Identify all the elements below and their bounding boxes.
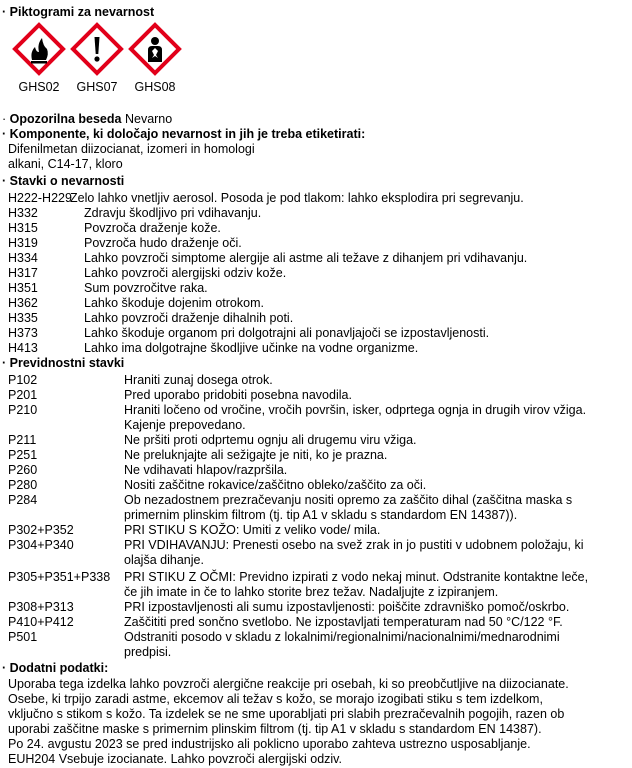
precaution-text: PRI STIKU S KOŽO: Umiti z veliko vode/ mila. xyxy=(124,523,381,537)
exclamation-icon xyxy=(70,22,124,76)
additional-info-heading: · Dodatni podatki: xyxy=(2,661,109,675)
precaution-code: P302+P352 xyxy=(8,523,74,537)
hazard-statements-heading: · Stavki o nevarnosti xyxy=(2,174,125,188)
components-heading: · Komponente, ki določajo nevarnost in jih je treba etiketirati: xyxy=(2,127,366,141)
precaution-text: PRI izpostavljenosti ali sumu izpostavljenosti: poiščite zdravniško pomoč/oskrbo. xyxy=(124,600,570,614)
hazard-text: Lahko škoduje organom pri dolgotrajni ali ponavljajoči se izpostavljenosti. xyxy=(84,326,490,340)
hazard-code: H335 xyxy=(8,311,38,325)
additional-info-line: EUH204 Vsebuje izocianate. Lahko povzroči alergijski odziv. xyxy=(8,752,342,766)
precaution-code: P284 xyxy=(8,493,38,507)
precaution-code: P308+P313 xyxy=(8,600,74,614)
hazard-text: Povzroča hudo draženje oči. xyxy=(84,236,242,250)
precaution-text: Ne vdihavati hlapov/razpršila. xyxy=(124,463,288,477)
hazard-code: H317 xyxy=(8,266,38,280)
precaution-text: olajša dihanje. xyxy=(124,553,204,567)
hazard-code: H319 xyxy=(8,236,38,250)
additional-info-line: Osebe, ki trpijo zaradi astme, ekcemov ali težav s kožo, se morajo izogibati stiku s tem izdelkom, xyxy=(8,692,543,706)
component-line: Difenilmetan diizocianat, izomeri in homologi xyxy=(8,142,255,156)
precaution-code: P410+P412 xyxy=(8,615,74,629)
health-hazard-icon xyxy=(128,22,182,76)
ghs02-label: GHS02 xyxy=(18,80,60,94)
hazard-text: Lahko škoduje dojenim otrokom. xyxy=(84,296,264,310)
hazard-code: H315 xyxy=(8,221,38,235)
additional-info-line: uporabi zaščitne maske s primernim plinskim filtrom (tj. tip A1 v skladu s standardom EN 14387). xyxy=(8,722,542,736)
precaution-code: P201 xyxy=(8,388,38,402)
precaution-code: P210 xyxy=(8,403,38,417)
precaution-code: P501 xyxy=(8,630,38,644)
component-line: alkani, C14-17, kloro xyxy=(8,157,123,171)
precaution-text: Hraniti ločeno od vročine, vročih površin, isker, odprtega ognja in drugih virov vžiga. xyxy=(124,403,587,417)
precaution-text: Odstraniti posodo v skladu z lokalnimi/regionalnimi/nacionalnimi/mednarodnimi xyxy=(124,630,560,644)
hazard-code: H351 xyxy=(8,281,38,295)
precaution-text: Nositi zaščitne rokavice/zaščitno obleko/zaščito za oči. xyxy=(124,478,427,492)
hazard-code: H373 xyxy=(8,326,38,340)
precaution-text: Ne preluknjajte ali sežigajte je niti, ko je prazna. xyxy=(124,448,388,462)
additional-info-line: Uporaba tega izdelka lahko povzroči alergične reakcije pri osebah, ki so preobčutljive na diizocianate. xyxy=(8,677,569,691)
precaution-text: Ne pršiti proti odprtemu ognju ali drugemu viru vžiga. xyxy=(124,433,417,447)
precaution-text: primernim plinskim filtrom (tj. tip A1 v skladu s standardom EN 14387)). xyxy=(124,508,518,522)
flame-icon xyxy=(12,22,66,76)
hazard-text: Zelo lahko vnetljiv aerosol. Posoda je pod tlakom: lahko eksplodira pri segrevanju. xyxy=(70,191,524,205)
hazard-text: Lahko povzroči alergijski odziv kože. xyxy=(84,266,287,280)
hazard-text: Lahko povzroči draženje dihalnih poti. xyxy=(84,311,294,325)
precautionary-statements-heading: · Previdnostni stavki xyxy=(2,356,125,370)
pictograms-heading: · Piktogrami za nevarnost xyxy=(2,5,155,19)
hazard-code: H334 xyxy=(8,251,38,265)
precaution-text: Hraniti zunaj dosega otrok. xyxy=(124,373,273,387)
ghs08-label: GHS08 xyxy=(134,80,176,94)
precaution-text: PRI STIKU Z OČMI: Previdno izpirati z vodo nekaj minut. Odstranite kontaktne leče, xyxy=(124,570,589,584)
precaution-text: Zaščititi pred sončno svetlobo. Ne izpostavljati temperaturam nad 50 °C/122 °F. xyxy=(124,615,563,629)
precaution-text: PRI VDIHAVANJU: Prenesti osebo na svež zrak in jo pustiti v udobnem položaju, ki xyxy=(124,538,584,552)
hazard-code: H413 xyxy=(8,341,38,355)
additional-info-line: vključno s stikom s kožo. Ta izdelek se ne sme uporabljati pri slabih prezračevalnih pogojih, razen ob xyxy=(8,707,565,721)
precaution-code: P251 xyxy=(8,448,38,462)
hazard-text: Lahko ima dolgotrajne škodljive učinke na vodne organizme. xyxy=(84,341,419,355)
precaution-code: P102 xyxy=(8,373,38,387)
signal-word: · Opozorilna beseda Nevarno xyxy=(2,112,173,126)
hazard-code: H362 xyxy=(8,296,38,310)
hazard-text: Sum povzročitve raka. xyxy=(84,281,208,295)
precaution-code: P260 xyxy=(8,463,38,477)
additional-info-line: Po 24. avgustu 2023 se pred industrijsko ali poklicno uporabo zahteva ustrezno usposabljanje. xyxy=(8,737,531,751)
precaution-code: P280 xyxy=(8,478,38,492)
precaution-text: Pred uporabo pridobiti posebna navodila. xyxy=(124,388,352,402)
hazard-text: Zdravju škodljivo pri vdihavanju. xyxy=(84,206,262,220)
precaution-text: Kajenje prepovedano. xyxy=(124,418,246,432)
hazard-code: H222-H229 xyxy=(8,191,72,205)
ghs07-label: GHS07 xyxy=(76,80,118,94)
hazard-text: Lahko povzroči simptome alergije ali astme ali težave z dihanjem pri vdihavanju. xyxy=(84,251,528,265)
precaution-code: P211 xyxy=(8,433,37,447)
precaution-text: če jih imate in če to lahko storite brez težav. Nadaljujte z izpiranjem. xyxy=(124,585,499,599)
precaution-code: P305+P351+P338 xyxy=(8,570,111,584)
precaution-text: predpisi. xyxy=(124,645,172,659)
hazard-text: Povzroča draženje kože. xyxy=(84,221,221,235)
precaution-code: P304+P340 xyxy=(8,538,74,552)
precaution-text: Ob nezadostnem prezračevanju nositi opremo za zaščito dihal (zaščitna maska s xyxy=(124,493,573,507)
hazard-code: H332 xyxy=(8,206,38,220)
